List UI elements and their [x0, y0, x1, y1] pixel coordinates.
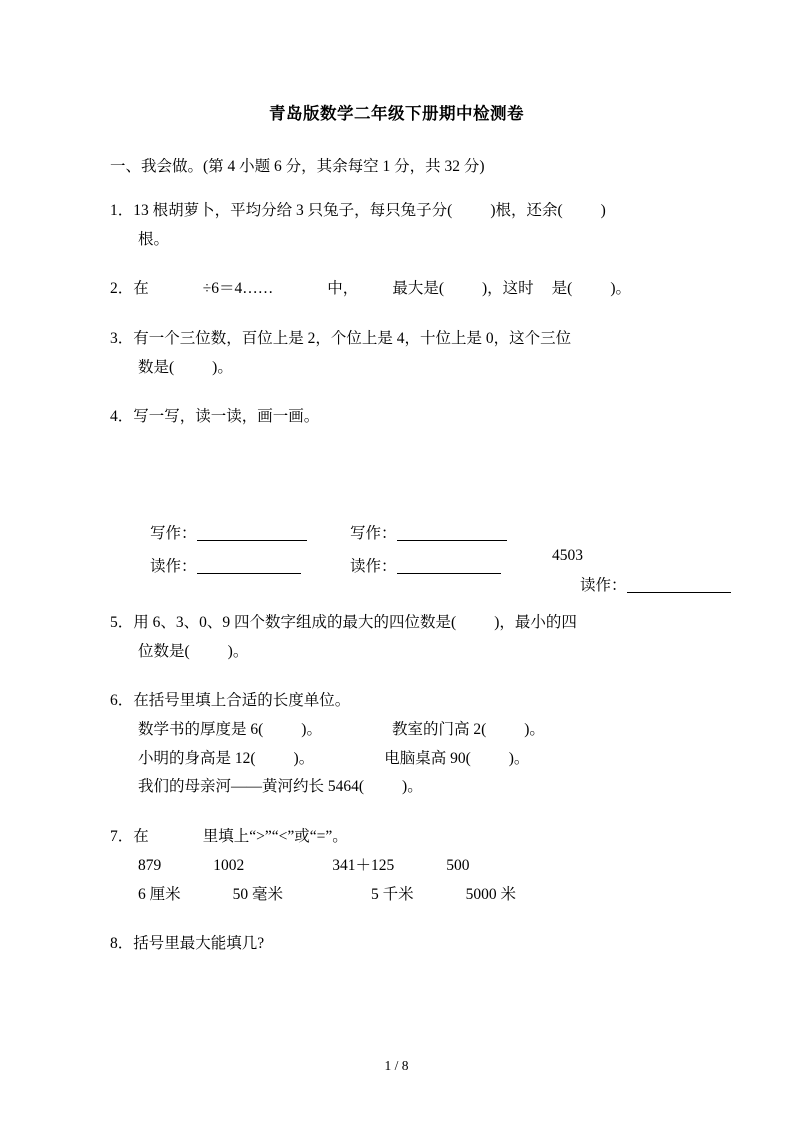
read-cell-3 — [580, 570, 731, 603]
question-3 — [110, 325, 733, 382]
compare-right-3: 50 毫米 — [232, 885, 284, 903]
question-4-text: 写一写，读一读，画一画。 — [133, 408, 320, 426]
question-6-item-1-end: )。 — [301, 721, 322, 739]
read-blank-3[interactable] — [627, 577, 731, 593]
question-3-number: 3． — [110, 330, 134, 348]
question-2-text-f: 是( — [551, 280, 573, 298]
read-label-2: 读作： — [350, 557, 397, 575]
question-1 — [110, 197, 733, 254]
question-5-line2b: )。 — [227, 642, 249, 660]
question-5-line2: 位数是( — [138, 642, 190, 660]
question-1-line1c: ) — [600, 202, 606, 219]
question-7-number: 7． — [110, 828, 134, 846]
question-8-text: 括号里最大能填几? — [133, 935, 265, 953]
read-cell-1 — [150, 551, 350, 584]
write-label-2: 写作： — [350, 525, 397, 543]
question-6-item-3-end: )。 — [293, 749, 315, 767]
compare-left-2: 341＋125 — [332, 856, 395, 874]
question-2-number: 2． — [110, 280, 134, 298]
compare-right-4: 5000 米 — [465, 885, 517, 903]
write-cell-1 — [150, 518, 350, 551]
question-6-line1: 在括号里填上合适的长度单位。 — [133, 692, 351, 710]
question-1-line2: 根。 — [138, 230, 170, 248]
question-2-text-a: 在 — [133, 280, 149, 298]
write-row — [150, 518, 733, 551]
question-3-line2b: )。 — [212, 358, 233, 376]
question-6-item-5: 我们的母亲河——黄河约长 5464( — [138, 778, 365, 796]
read-cell-2 — [350, 551, 550, 584]
question-5 — [110, 609, 733, 666]
compare-left-4: 5 千米 — [371, 885, 414, 903]
page-number: 1 / 8 — [384, 1058, 409, 1073]
question-6-item-5-end: )。 — [402, 778, 423, 796]
section-heading-1: 一、我会做。(第 4 小题 6 分，其余每空 1 分，共 32 分) — [110, 158, 485, 175]
write-read-area — [150, 518, 733, 595]
question-2 — [110, 275, 733, 304]
question-6-item-2-end: )。 — [524, 721, 545, 739]
question-7-line1a: 在 — [133, 828, 149, 846]
question-2-text-b: ÷6＝4…… — [202, 280, 274, 298]
question-1-line1b: )根，还余( — [490, 202, 563, 219]
question-1-line1: 13 根胡萝卜，平均分给 3 只兔子，每只兔子分( — [133, 202, 453, 219]
question-7-row-1 — [138, 852, 733, 881]
question-3-line2-wrap — [138, 354, 733, 383]
compare-left-3: 6 厘米 — [138, 885, 181, 903]
question-1-number: 1． — [110, 202, 134, 219]
question-6-item-4-end: )。 — [508, 749, 530, 767]
question-2-text-g: )。 — [610, 280, 631, 298]
question-7 — [110, 823, 733, 909]
question-6-item-2: 教室的门高 2( — [391, 721, 487, 739]
question-7-line1b: 里填上“>”“<”或“=”。 — [202, 828, 348, 846]
write-cell-2 — [350, 518, 550, 551]
question-3-line1: 有一个三位数，百位上是 2，个位上是 4，十位上是 0，这个三位 — [133, 330, 572, 348]
question-2-text-d: 最大是( — [392, 280, 444, 298]
read-blank-2[interactable] — [397, 558, 501, 574]
write-label-1: 写作： — [150, 525, 197, 543]
read-label-1: 读作： — [150, 557, 197, 575]
question-8 — [110, 930, 733, 959]
compare-left-1: 879 — [138, 856, 162, 874]
question-5-line1: 用 6、3、0、9 四个数字组成的最大的四位数是( — [133, 614, 457, 632]
question-7-row-2 — [138, 881, 733, 910]
question-3-line2: 数是( — [138, 358, 175, 376]
question-6-row-3 — [138, 773, 733, 802]
question-2-text-c: 中， — [327, 280, 359, 298]
question-8-number: 8． — [110, 935, 134, 953]
page-title: 青岛版数学二年级下册期中检测卷 — [269, 104, 524, 123]
question-5-number: 5． — [110, 614, 134, 632]
question-6-row-2 — [138, 745, 733, 774]
question-2-text-e: )，这时 — [481, 280, 534, 298]
write-blank-1[interactable] — [197, 525, 307, 541]
question-6-item-4: 电脑桌高 90( — [384, 749, 471, 767]
read-label-3: 读作： — [580, 577, 627, 595]
question-5-line1b: )，最小的四 — [494, 614, 577, 632]
question-6-item-1: 数学书的厚度是 6( — [138, 721, 264, 739]
compare-right-1: 1002 — [213, 856, 245, 874]
number-4503: 4503 — [552, 547, 583, 565]
question-4-number: 4． — [110, 408, 134, 426]
write-blank-2[interactable] — [397, 525, 507, 541]
compare-right-2: 500 — [446, 856, 470, 874]
question-6-number: 6． — [110, 692, 134, 710]
question-5-line2-wrap — [138, 638, 733, 667]
read-blank-1[interactable] — [197, 558, 301, 574]
question-6 — [110, 687, 733, 802]
question-6-row-1 — [138, 716, 733, 745]
question-4 — [110, 403, 733, 432]
question-6-item-3: 小明的身高是 12( — [138, 749, 256, 767]
